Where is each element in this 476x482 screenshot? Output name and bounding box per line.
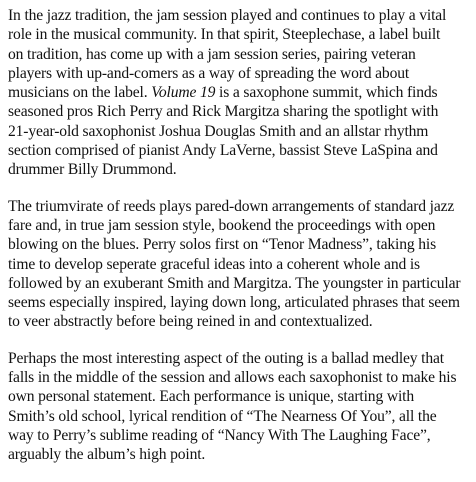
album-title: Volume 19	[151, 84, 216, 102]
text-line	[8, 25, 474, 44]
text-segment: drummer Billy Drummond.	[8, 161, 177, 179]
text-line	[8, 160, 474, 179]
text-line	[8, 197, 474, 216]
text-segment: seasoned pros Rich Perry and Rick Margitza sharing the spotlight with	[8, 103, 439, 121]
article-body	[8, 6, 474, 482]
text-line	[8, 368, 474, 387]
paragraph	[8, 6, 474, 180]
paragraph	[8, 197, 474, 332]
text-segment: The triumvirate of reeds plays pared-down arrangements of standard jazz	[8, 197, 455, 215]
text-line	[8, 83, 474, 102]
text-segment: musicians on the label.	[8, 84, 152, 102]
text-line	[8, 426, 474, 445]
text-segment: Perhaps the most interesting aspect of the outing is a ballad medley that	[8, 349, 444, 367]
text-line	[8, 274, 474, 293]
text-line	[8, 445, 474, 464]
text-line	[8, 255, 474, 274]
text-line	[8, 349, 474, 368]
text-segment: Smith’s old school, lyrical rendition of “The Nearness Of You”, all the	[8, 407, 437, 425]
text-line	[8, 102, 474, 121]
text-line	[8, 216, 474, 235]
text-line	[8, 387, 474, 406]
text-segment: players with up-and-comers as a way of spreading the word about	[8, 64, 410, 82]
text-segment: own personal statement. Each performance is unique, starting with	[8, 388, 414, 406]
text-segment: on tradition, has come up with a jam session series, pairing veteran	[8, 45, 416, 63]
text-segment: way to Perry’s sublime reading of “Nancy With The Laughing Face”,	[8, 426, 431, 444]
text-line	[8, 6, 474, 25]
text-segment: 21-year-old saxophonist Joshua Douglas Smith and an allstar rhythm	[8, 122, 429, 140]
text-segment: In the jazz tradition, the jam session played and continues to play a vital	[8, 7, 447, 24]
text-line	[8, 141, 474, 160]
text-segment: to veer abstractly before being reined in and contextualized.	[8, 313, 373, 331]
text-segment: followed by an exuberant Smith and Margitza. The youngster in particular	[8, 274, 461, 292]
text-segment: arguably the album’s high point.	[8, 446, 206, 464]
paragraph	[8, 349, 474, 465]
text-segment: blowing on the blues. Perry solos first on “Tenor Madness”, taking his	[8, 236, 437, 254]
text-line	[8, 122, 474, 141]
text-line	[8, 64, 474, 83]
text-segment: role in the musical community. In that spirit, Steeplechase, a label built	[8, 26, 441, 44]
text-line	[8, 312, 474, 331]
text-line	[8, 407, 474, 426]
text-line	[8, 235, 474, 254]
text-segment: seems especially inspired, laying down long, articulated phrases that seem	[8, 294, 460, 312]
text-line	[8, 293, 474, 312]
text-segment: fare and, in true jam session style, bookend the proceedings with open	[8, 216, 436, 234]
text-segment: section comprised of pianist Andy LaVerne, bassist Steve LaSpina and	[8, 142, 438, 160]
text-line	[8, 45, 474, 64]
text-segment: is a saxophone summit, which finds	[215, 84, 438, 102]
text-segment: falls in the middle of the session and allows each saxophonist to make his	[8, 369, 457, 387]
text-segment: time to develop seperate graceful ideas into a coherent whole and is	[8, 255, 420, 273]
